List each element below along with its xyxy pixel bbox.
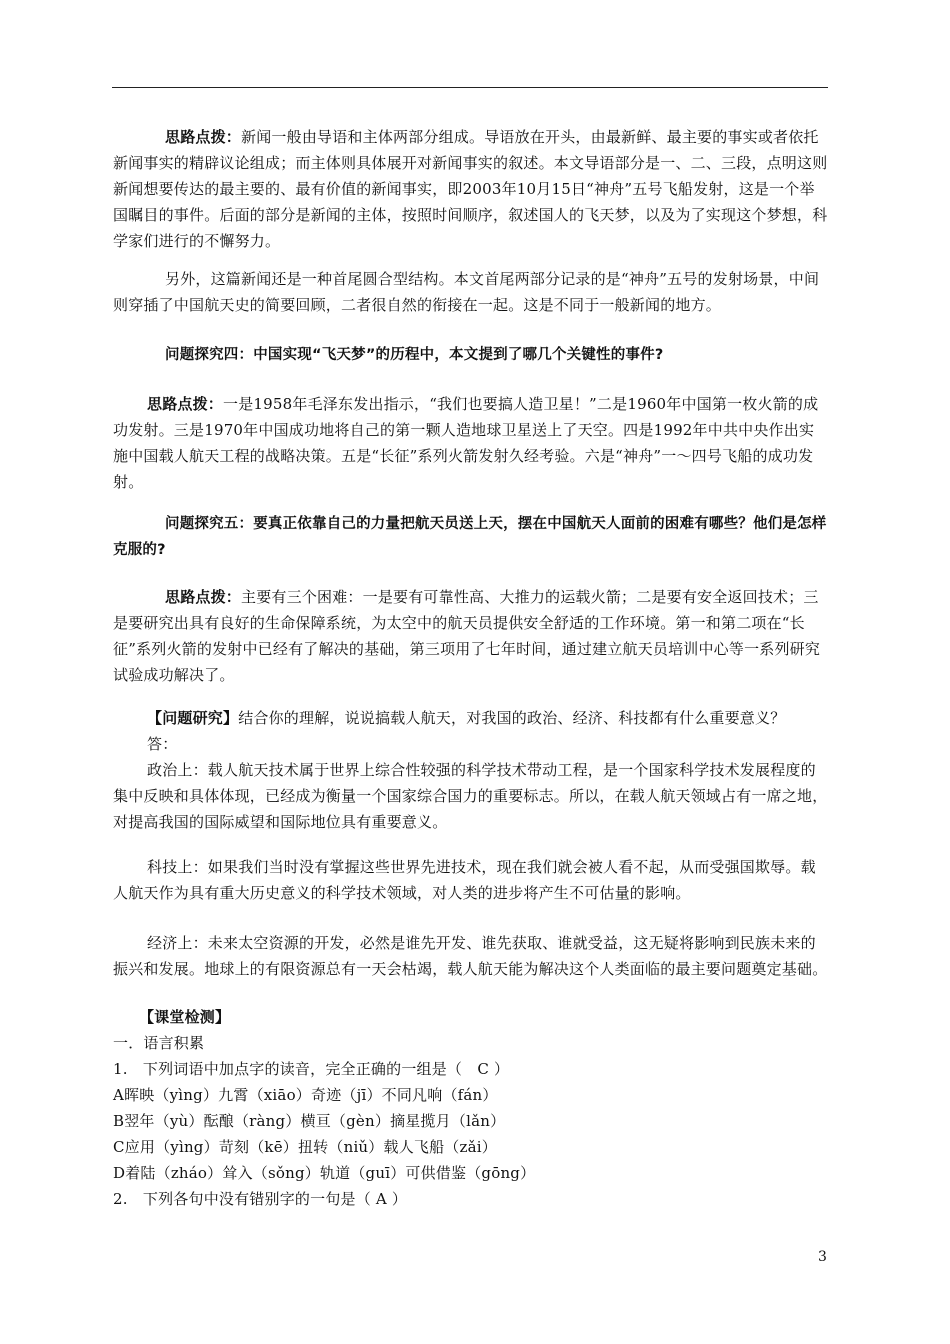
tech-paragraph: 科技上：如果我们当时没有掌握这些世界先进技术，现在我们就会被人看不起，从而受强国欺辱。载人航天作为具有重大历史意义的科学技术领域，对人类的进步将产生不可估量的影响。 (113, 858, 816, 902)
test-title: 【课堂检测】 (139, 1008, 231, 1026)
hint-label: 思路点拨： (165, 128, 242, 146)
question-five-text: 问题探究五：要真正依靠自己的力量把航天员送上天，摆在中国航天人面前的困难有哪些？他们是怎样克服的? (113, 516, 827, 558)
classroom-test (113, 1004, 829, 1212)
section-title: 一．语言积累 (113, 1034, 205, 1052)
paragraph-events (113, 391, 829, 495)
head-tail-text: 另外，这篇新闻还是一种首尾圆合型结构。本文首尾两部分记录的是“神舟”五号的发射场景，中间则穿插了中国航天史的简要回顾，二者很自然的衔接在一起。这是不同于一般新闻的地方。 (113, 270, 820, 314)
research-section (113, 705, 829, 835)
question-five (113, 511, 829, 563)
question-1: 1. 下列词语中加点字的读音，完全正确的一组是（ C ） (113, 1060, 510, 1078)
paragraph-structure (113, 124, 829, 254)
question-four-text: 问题探究四：中国实现“飞天梦”的历程中，本文提到了哪几个关键性的事件? (165, 347, 664, 363)
hint-text: 主要有三个困难：一是要有可靠性高、大推力的运载火箭；二是要有安全返回技术；三是要研究出具有良好的生命保障系统，为太空中的航天员提供安全舒适的工作环境。第一和第二项在“长征”系列火箭的发射中已经有了解决的基础，第三项用了七年时间，通过建立航天员培训中心等一系列研究试验成功解决了。 (113, 588, 821, 684)
question-2: 2. 下列各句中没有错别字的一句是（ A ） (113, 1190, 408, 1208)
header-rule (112, 87, 828, 88)
hint-text: 一是1958年毛泽东发出指示，“我们也要搞人造卫星！”二是1960年中国第一枚火箭的成功发射。三是1970年中国成功地将自己的第一颗人造地球卫星送上了天空。四是1992年中共中央作出实施中国载人航天工程的战略决策。五是“长征”系列火箭发射久经考验。六是“神舟”一～四号飞船的成功发射。 (113, 395, 819, 491)
economy-section (113, 930, 829, 982)
hint-label: 思路点拨： (165, 588, 242, 606)
option-b: B翌年（yù）酝酿（ràng）横亘（gèn）摘星揽月（lǎn） (113, 1112, 506, 1130)
paragraph-head-tail (113, 266, 829, 318)
option-c: C应用（yìng）苛刻（kē）扭转（niǔ）载人飞船（zǎi） (113, 1138, 497, 1156)
hint-text: 新闻一般由导语和主体两部分组成。导语放在开头，由最新鲜、最主要的事实或者依托新闻事实的精辟议论组成；而主体则具体展开对新闻事实的叙述。本文导语部分是一、二、三段，点明这则新闻想要传达的最主要的、最有价值的新闻事实，即2003年10月15日“神舟”五号飞船发射，这是一个举国瞩目的事件。后面的部分是新闻的主体，按照时间顺序，叙述国人的飞天梦，以及为了实现这个梦想，科学家们进行的不懈努力。 (113, 128, 828, 250)
economy-paragraph: 经济上：未来太空资源的开发，必然是谁先开发、谁先获取、谁就受益，这无疑将影响到民族未来的振兴和发展。地球上的有限资源总有一天会枯竭，载人航天能为解决这个人类面临的最主要问题奠定基础。 (113, 934, 828, 978)
question-four (113, 342, 829, 368)
tech-section (113, 854, 829, 906)
research-question: 结合你的理解，说说搞载人航天，对我国的政治、经济、科技都有什么重要意义？ (238, 709, 786, 727)
politics-paragraph: 政治上：载人航天技术属于世界上综合性较强的科学技术带动工程，是一个国家科学技术发展程度的集中反映和具体体现，已经成为衡量一个国家综合国力的重要标志。所以，在载人航天领域占有一席之地，对提高我国的国际威望和国际地位具有重要意义。 (113, 761, 828, 831)
page-number: 3 (818, 1249, 827, 1265)
answer-label: 答： (147, 735, 178, 753)
hint-label: 思路点拨： (147, 395, 224, 413)
paragraph-difficulties (113, 584, 829, 688)
option-d: D着陆（zháo）耸入（sǒng）轨道（guī）可供借鉴（gōng） (113, 1164, 536, 1182)
option-a: A晖映（yìng）九霄（xiāo）奇迹（jī）不同凡响（fán） (113, 1086, 498, 1104)
research-label: 【问题研究】 (147, 709, 239, 727)
